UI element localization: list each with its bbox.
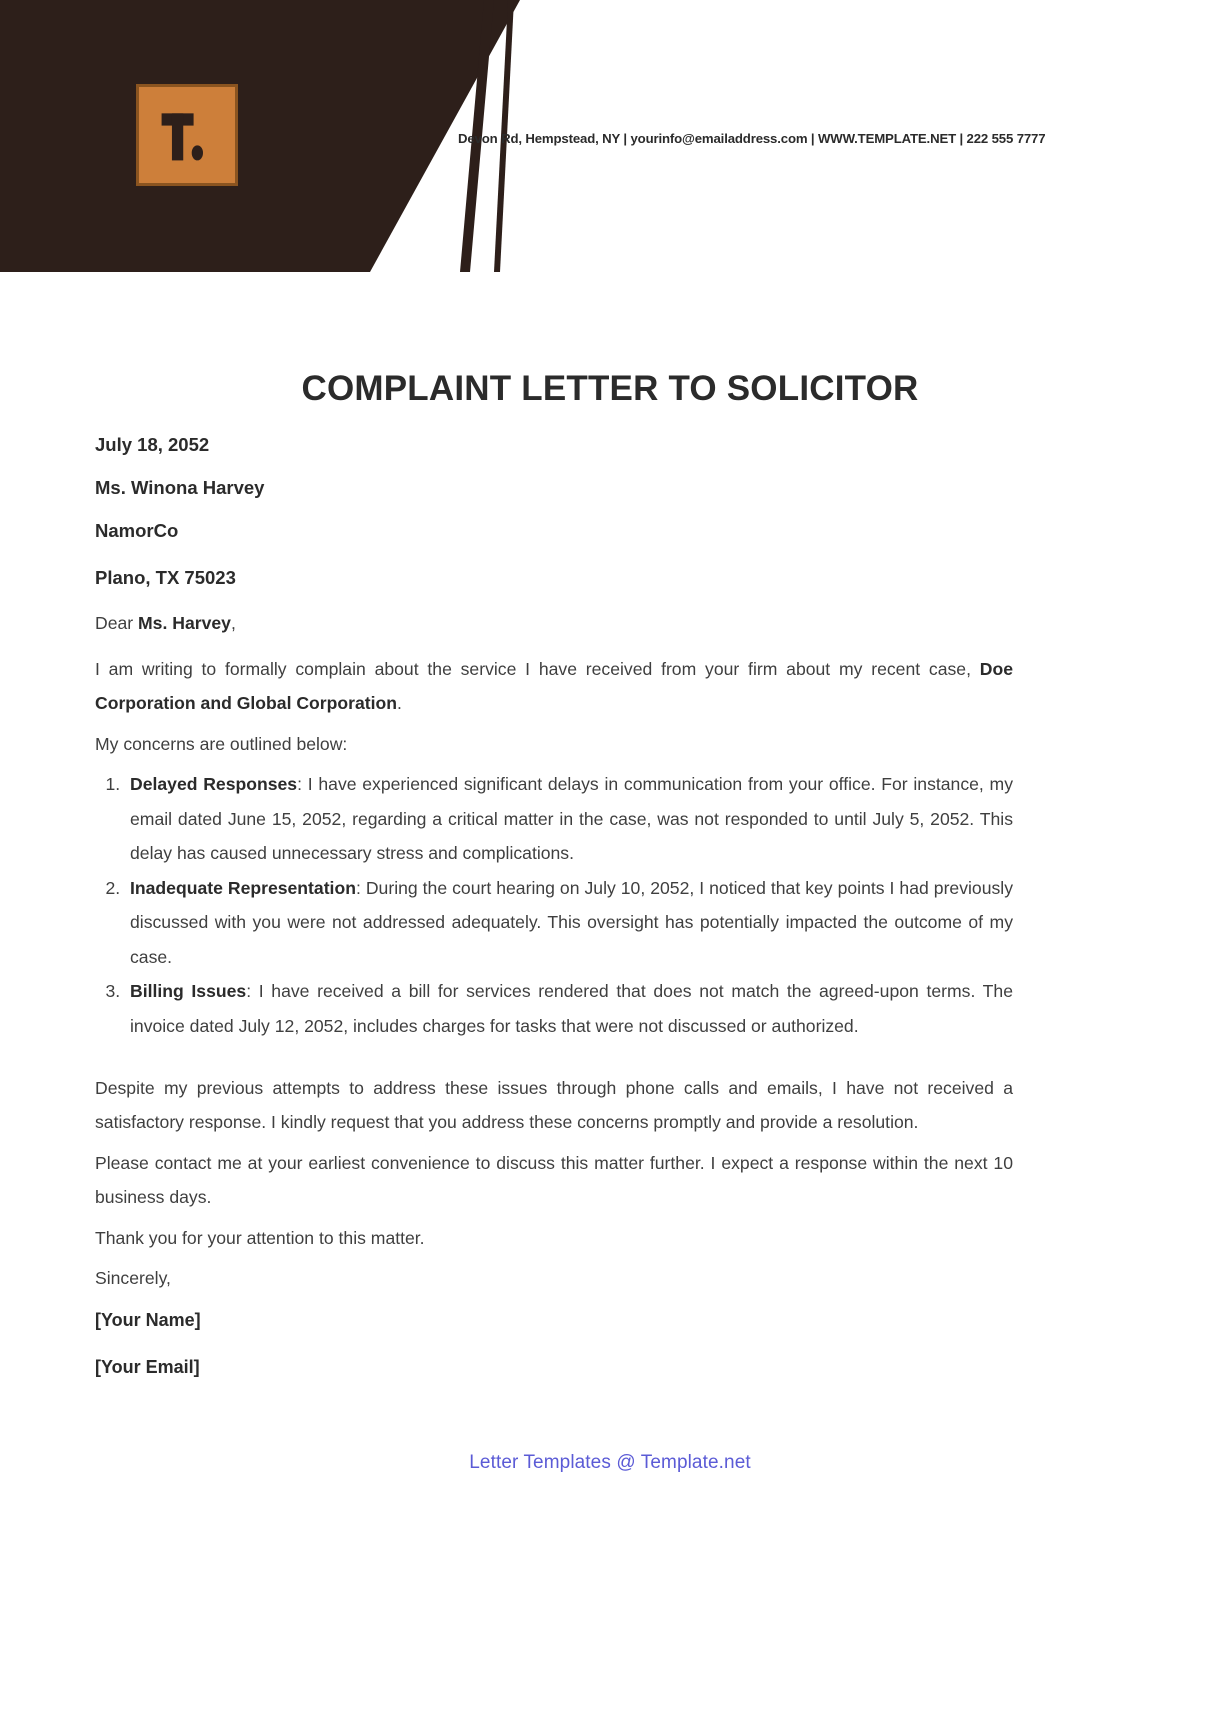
concern-text: : I have received a bill for services rendered that does not match the agreed-upon terms. The invoice dated July 12, 2052, includes charges for tasks that were not discussed or authorized. <box>130 981 1013 1036</box>
concern-label: Billing Issues <box>130 981 247 1002</box>
recipient-city: Plano, TX 75023 <box>95 566 236 588</box>
recipient-name: Ms. Winona Harvey <box>95 477 265 499</box>
header-dark-shape <box>0 0 520 272</box>
logo-letter-t-icon <box>139 87 235 183</box>
list-item <box>125 871 1013 974</box>
signature-email-placeholder: [Your Email] <box>95 1357 200 1378</box>
salutation-prefix: Dear <box>95 612 139 633</box>
concern-label: Delayed Responses <box>130 774 298 795</box>
closing-paragraph-2: Please contact me at your earliest convenience to discuss this matter further. I expect a response within the next 10 business days. <box>95 1152 1013 1208</box>
recipient-company: NamorCo <box>95 520 179 542</box>
intro-case-name: Doe Corporation and Global Corporation <box>95 658 1013 714</box>
page-title: COMPLAINT LETTER TO SOLICITOR <box>301 369 919 408</box>
letter-date: July 18, 2052 <box>95 434 210 455</box>
concern-text: : During the court hearing on July 10, 2052, I noticed that key points I had previously discussed with you were not addressed adequately. This oversight has potentially impacted the outcome of my case. <box>130 877 1013 967</box>
letter-body <box>95 434 1013 1379</box>
intro-paragraph <box>95 652 1013 721</box>
salutation <box>95 613 1013 634</box>
footer-template-link[interactable]: Letter Templates @ Template.net <box>469 1452 751 1473</box>
signoff: Sincerely, <box>95 1268 171 1289</box>
list-item <box>125 767 1013 870</box>
signature-name-placeholder: [Your Name] <box>95 1309 201 1330</box>
concerns-list <box>95 767 1013 1043</box>
intro-text-part2: . <box>397 693 402 714</box>
salutation-name: Ms. Harvey <box>138 612 231 633</box>
document-header <box>0 0 1220 290</box>
brand-logo <box>136 84 238 186</box>
closing-paragraph-3: Thank you for your attention to this matter. <box>95 1227 425 1248</box>
list-item <box>125 974 1013 1043</box>
paragraph-spacer <box>95 1043 1013 1071</box>
concern-text: : I have experienced significant delays in communication from your office. For instance, my email dated June 15, 2052, regarding a critical matter in the case, was not responded to until July 5, 2052. This delay has caused unnecessary stress and complications. <box>130 774 1013 864</box>
intro-text-part1: I am writing to formally complain about the service I have received from your firm about my recent case, <box>95 658 980 679</box>
salutation-suffix: , <box>230 612 236 633</box>
concern-label: Inadequate Representation <box>130 877 356 898</box>
closing-paragraph-1: Despite my previous attempts to address these issues through phone calls and emails, I have not received a satisfactory response. I kindly request that you address these concerns promptly and provide a resolution. <box>95 1078 1013 1133</box>
header-contact-line: Devon Rd, Hempstead, NY | yourinfo@emailaddress.com | WWW.TEMPLATE.NET | 222 555 7777 <box>458 131 1046 146</box>
concerns-lead-paragraph: My concerns are outlined below: <box>95 733 348 754</box>
